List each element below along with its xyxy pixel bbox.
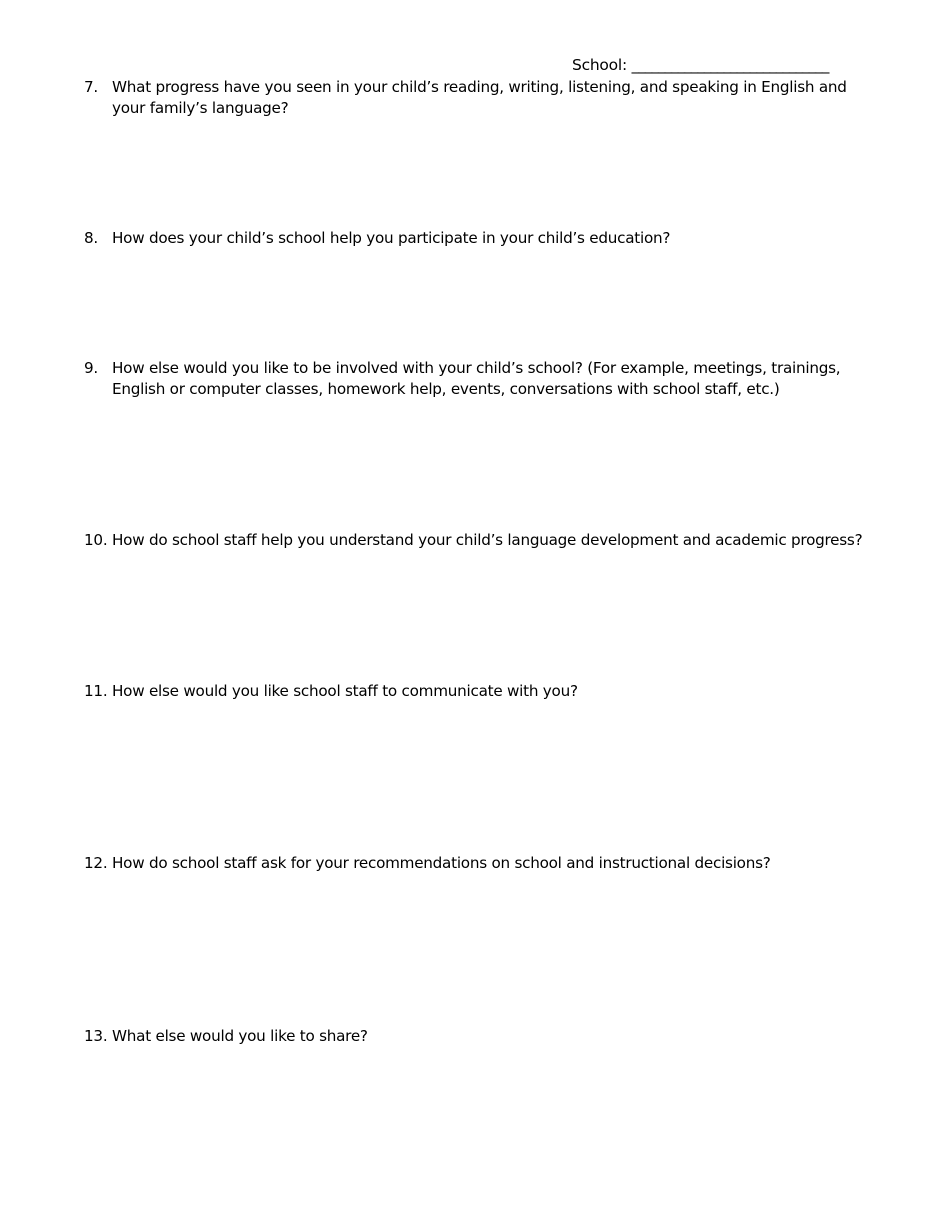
question-text: How do school staff ask for your recommendations on school and instructional decisions?	[112, 854, 771, 872]
question-text: How else would you like to be involved with your child’s school? (For example, meetings, trainings, English or computer classes, homework help, events, conversations with school staff, etc.)	[112, 359, 841, 398]
question-number: 10.	[84, 531, 108, 549]
question-9	[84, 358, 884, 400]
question-number: 13.	[84, 1027, 108, 1045]
question-text: How else would you like school staff to communicate with you?	[112, 682, 578, 700]
question-8	[84, 228, 884, 249]
question-13	[84, 1026, 884, 1047]
question-number: 8.	[84, 229, 98, 247]
question-number: 12.	[84, 854, 108, 872]
question-text: How does your child’s school help you participate in your child’s education?	[112, 229, 671, 247]
question-number: 11.	[84, 682, 108, 700]
question-text: How do school staff help you understand your child’s language development and academic progress?	[112, 531, 863, 549]
question-10	[84, 530, 884, 551]
school-label: School:	[572, 56, 627, 74]
school-blank-line[interactable]: ______________________________	[631, 56, 829, 74]
question-11	[84, 681, 884, 702]
question-number: 7.	[84, 78, 98, 96]
question-text: What else would you like to share?	[112, 1027, 368, 1045]
question-text: What progress have you seen in your child’s reading, writing, listening, and speaking in English and your family’s language?	[112, 78, 847, 117]
school-field	[572, 56, 828, 74]
question-12	[84, 853, 884, 874]
question-7	[84, 77, 884, 119]
question-number: 9.	[84, 359, 98, 377]
